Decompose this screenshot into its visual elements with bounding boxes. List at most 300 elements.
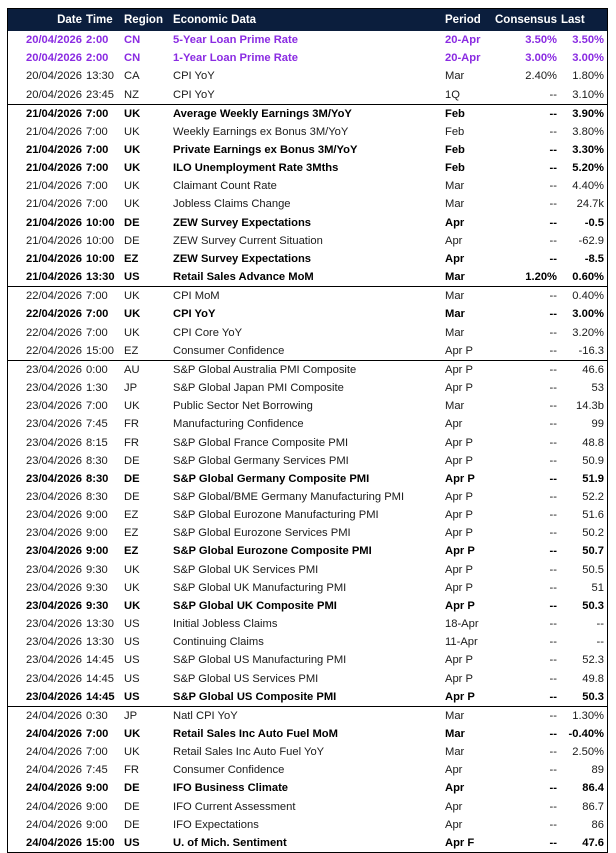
cell-date: 20/04/2026: [26, 88, 82, 101]
cell-time: 13:30: [86, 618, 114, 631]
cell-economic-data: Weekly Earnings ex Bonus 3M/YoY: [173, 125, 349, 138]
cell-period: Apr P: [445, 563, 473, 576]
cell-date: 22/04/2026: [26, 326, 82, 339]
cell-period: Apr P: [445, 654, 473, 667]
calendar-grid: [8, 9, 607, 852]
cell-economic-data: Retail Sales Inc Auto Fuel MoM: [173, 728, 338, 741]
cell-date: 23/04/2026: [26, 382, 82, 395]
table-row[interactable]: [8, 415, 607, 433]
cell-date: 21/04/2026: [26, 271, 82, 284]
cell-consensus: --: [549, 563, 557, 576]
cell-region: UK: [124, 746, 140, 759]
cell-date: 23/04/2026: [26, 490, 82, 503]
cell-last: 49.8: [582, 672, 604, 685]
table-body: [8, 31, 607, 852]
cell-last: 86.7: [582, 800, 604, 813]
cell-date: 21/04/2026: [26, 125, 82, 138]
cell-date: 24/04/2026: [26, 818, 82, 831]
cell-consensus: 2.40%: [525, 70, 557, 83]
table-row[interactable]: [8, 159, 607, 177]
cell-last: 52.3: [582, 654, 604, 667]
table-row[interactable]: [8, 287, 607, 306]
cell-economic-data: CPI Core YoY: [173, 326, 243, 339]
cell-time: 7:45: [86, 764, 108, 777]
table-row[interactable]: [8, 615, 607, 633]
header-economic-data[interactable]: Economic Data: [171, 9, 443, 31]
cell-time: 15:00: [86, 344, 114, 357]
table-row[interactable]: [8, 397, 607, 415]
cell-consensus: --: [549, 234, 557, 247]
cell-region: JP: [124, 382, 138, 395]
cell-region: UK: [122, 104, 171, 123]
table-row[interactable]: [8, 342, 607, 361]
cell-region: UK: [124, 198, 140, 211]
cell-last: --: [596, 636, 604, 649]
table-row[interactable]: [8, 470, 607, 488]
table-row[interactable]: [8, 49, 607, 67]
cell-economic-data: S&P Global Japan PMI Composite: [173, 382, 344, 395]
cell-last: 3.90%: [559, 104, 607, 123]
cell-region: UK: [124, 308, 141, 321]
cell-time: 9:30: [86, 563, 108, 576]
cell-economic-data: Private Earnings ex Bonus 3M/YoY: [173, 144, 358, 157]
cell-last: 0.60%: [572, 271, 604, 284]
table-row[interactable]: [8, 232, 607, 250]
cell-date: 21/04/2026: [26, 198, 82, 211]
cell-last: 3.00%: [572, 52, 604, 65]
cell-date: 23/04/2026: [26, 509, 82, 522]
cell-region: US: [124, 654, 140, 667]
cell-economic-data: S&P Global US Manufacturing PMI: [173, 654, 347, 667]
cell-region: UK: [124, 599, 141, 612]
table-row[interactable]: [8, 195, 607, 213]
cell-period: Apr P: [445, 545, 475, 558]
cell-region: US: [124, 618, 140, 631]
cell-economic-data: S&P Global Australia PMI Composite: [171, 360, 443, 379]
cell-period: Apr P: [445, 527, 473, 540]
table-row[interactable]: [8, 542, 607, 560]
cell-period: Apr P: [445, 599, 475, 612]
table-row[interactable]: [8, 633, 607, 651]
cell-consensus: --: [549, 764, 557, 777]
table-row[interactable]: [8, 488, 607, 506]
cell-time: 7:00: [86, 180, 108, 193]
cell-period: Mar: [445, 70, 465, 83]
cell-economic-data: U. of Mich. Sentiment: [173, 836, 287, 849]
cell-last: 4.40%: [572, 180, 604, 193]
cell-region: UK: [124, 581, 140, 594]
cell-period: Mar: [445, 746, 465, 759]
cell-time: 9:30: [86, 599, 109, 612]
table-row[interactable]: [8, 250, 607, 268]
cell-date: 24/04/2026: [26, 800, 82, 813]
cell-economic-data: S&P Global Germany Composite PMI: [173, 472, 370, 485]
table-row[interactable]: [8, 725, 607, 743]
cell-consensus: --: [549, 728, 557, 741]
cell-time: 7:00: [86, 400, 108, 413]
cell-economic-data: CPI YoY: [173, 88, 215, 101]
cell-date: 23/04/2026: [26, 400, 82, 413]
cell-time: 7:00: [86, 308, 109, 321]
cell-date: 23/04/2026: [8, 360, 84, 379]
cell-date: 21/04/2026: [26, 144, 82, 157]
cell-last: 1.80%: [572, 70, 604, 83]
cell-economic-data: Consumer Confidence: [173, 344, 285, 357]
cell-consensus: --: [549, 490, 557, 503]
table-row[interactable]: [8, 798, 607, 816]
table-row[interactable]: [8, 688, 607, 707]
cell-region: CN: [124, 52, 141, 65]
cell-date: 24/04/2026: [26, 764, 82, 777]
cell-period: Apr: [445, 818, 463, 831]
cell-consensus: --: [549, 545, 557, 558]
cell-region: US: [124, 271, 140, 284]
cell-last: 2.50%: [572, 746, 604, 759]
cell-last: -62.9: [578, 234, 604, 247]
cell-economic-data: 1-Year Loan Prime Rate: [173, 52, 298, 65]
cell-region: FR: [124, 436, 139, 449]
table-row[interactable]: [8, 651, 607, 669]
cell-last: 53: [591, 382, 604, 395]
cell-date: 21/04/2026: [26, 252, 82, 265]
cell-consensus: --: [549, 581, 557, 594]
cell-region: UK: [124, 326, 140, 339]
cell-last: 50.7: [582, 545, 604, 558]
cell-last: 52.2: [582, 490, 604, 503]
cell-date: 23/04/2026: [26, 636, 82, 649]
cell-period: 20-Apr: [445, 34, 481, 47]
cell-economic-data: S&P Global Eurozone Manufacturing PMI: [173, 509, 379, 522]
cell-region: EZ: [124, 545, 139, 558]
table-row[interactable]: [8, 433, 607, 451]
cell-region: FR: [124, 418, 139, 431]
cell-period: Mar: [443, 706, 487, 725]
cell-region: US: [124, 836, 140, 849]
cell-date: 23/04/2026: [26, 454, 82, 467]
cell-consensus: --: [549, 818, 557, 831]
cell-consensus: 3.00%: [525, 52, 557, 65]
cell-time: 1:30: [86, 382, 108, 395]
cell-economic-data: CPI YoY: [173, 308, 216, 321]
cell-economic-data: S&P Global UK Services PMI: [173, 563, 319, 576]
cell-region: CN: [124, 34, 141, 47]
cell-consensus: --: [549, 400, 557, 413]
cell-economic-data: Consumer Confidence: [173, 764, 285, 777]
cell-period: Apr: [445, 418, 463, 431]
cell-time: 13:30: [86, 271, 115, 284]
cell-last: 3.50%: [572, 34, 604, 47]
cell-date: 24/04/2026: [26, 728, 82, 741]
cell-consensus: --: [549, 436, 557, 449]
cell-period: Apr P: [445, 382, 473, 395]
cell-economic-data: Manufacturing Confidence: [173, 418, 304, 431]
cell-region: DE: [124, 472, 140, 485]
cell-last: 14.3b: [576, 400, 604, 413]
cell-economic-data: S&P Global Eurozone Services PMI: [173, 527, 351, 540]
table-row[interactable]: [8, 31, 607, 49]
cell-consensus: --: [487, 706, 559, 725]
cell-date: 24/04/2026: [8, 706, 84, 725]
cell-region: EZ: [124, 344, 139, 357]
cell-date: 23/04/2026: [26, 563, 82, 576]
cell-last: 5.20%: [572, 162, 604, 175]
table-row[interactable]: [8, 452, 607, 470]
cell-date: 22/04/2026: [26, 308, 82, 321]
cell-period: Feb: [445, 162, 465, 175]
cell-economic-data: S&P Global Eurozone Composite PMI: [173, 545, 372, 558]
table-row[interactable]: [8, 834, 607, 852]
header-region[interactable]: Region: [122, 9, 171, 31]
cell-period: Mar: [443, 287, 487, 306]
cell-period: Mar: [445, 326, 465, 339]
cell-region: US: [124, 690, 140, 703]
table-row[interactable]: [8, 524, 607, 542]
cell-consensus: --: [549, 509, 557, 522]
cell-date: 23/04/2026: [26, 418, 82, 431]
cell-economic-data: Retail Sales Inc Auto Fuel YoY: [173, 746, 325, 759]
cell-period: 18-Apr: [445, 618, 479, 631]
cell-period: Apr P: [443, 360, 487, 379]
cell-consensus: --: [549, 636, 557, 649]
cell-period: Apr: [445, 234, 463, 247]
cell-time: 0:30: [84, 706, 122, 725]
cell-period: Apr P: [445, 436, 473, 449]
cell-region: NZ: [124, 88, 139, 101]
cell-region: UK: [124, 162, 141, 175]
cell-last: 3.80%: [572, 125, 604, 138]
cell-region: FR: [124, 764, 139, 777]
cell-region: US: [124, 636, 140, 649]
cell-last: -0.5: [584, 216, 604, 229]
cell-region: EZ: [124, 527, 139, 540]
cell-time: 7:00: [84, 287, 122, 306]
cell-last: -8.5: [584, 252, 604, 265]
table-row[interactable]: [8, 123, 607, 141]
cell-period: 20-Apr: [445, 52, 481, 65]
cell-consensus: --: [549, 125, 557, 138]
cell-region: DE: [124, 234, 140, 247]
cell-date: 23/04/2026: [26, 436, 82, 449]
table-row[interactable]: [8, 779, 607, 797]
cell-period: Feb: [445, 144, 465, 157]
cell-period: Apr F: [445, 836, 475, 849]
cell-region: DE: [124, 818, 140, 831]
table-row[interactable]: [8, 761, 607, 779]
cell-economic-data: S&P Global France Composite PMI: [173, 436, 349, 449]
header-period[interactable]: Period: [443, 9, 487, 31]
cell-date: 24/04/2026: [26, 782, 82, 795]
table-row[interactable]: [8, 141, 607, 159]
cell-period: Apr: [445, 252, 465, 265]
cell-economic-data: ZEW Survey Expectations: [173, 216, 312, 229]
cell-consensus: --: [549, 144, 557, 157]
cell-consensus: 1.20%: [525, 271, 557, 284]
cell-time: 0:00: [84, 360, 122, 379]
table-row[interactable]: [8, 379, 607, 397]
cell-last: 89: [591, 764, 604, 777]
cell-economic-data: IFO Business Climate: [173, 782, 289, 795]
header-last[interactable]: Last: [559, 9, 607, 31]
cell-time: 7:00: [86, 162, 109, 175]
cell-economic-data: S&P Global US Services PMI: [173, 672, 319, 685]
cell-consensus: --: [549, 472, 557, 485]
table-row[interactable]: [8, 360, 607, 379]
cell-date: 20/04/2026: [26, 70, 82, 83]
cell-date: 21/04/2026: [26, 162, 82, 175]
cell-last: 50.9: [582, 454, 604, 467]
cell-time: 2:00: [86, 34, 109, 47]
cell-economic-data: S&P Global UK Composite PMI: [173, 599, 337, 612]
header-time[interactable]: Time: [84, 9, 122, 31]
cell-date: 21/04/2026: [26, 180, 82, 193]
cell-last: 51.9: [582, 472, 604, 485]
table-row[interactable]: [8, 706, 607, 725]
cell-last: 99: [591, 418, 604, 431]
cell-date: 24/04/2026: [26, 746, 82, 759]
cell-time: 14:45: [86, 672, 114, 685]
table-row[interactable]: [8, 104, 607, 123]
cell-consensus: --: [549, 800, 557, 813]
cell-consensus: --: [549, 836, 557, 849]
cell-region: DE: [124, 454, 140, 467]
cell-time: 7:00: [86, 125, 108, 138]
cell-consensus: --: [549, 782, 557, 795]
cell-economic-data: CPI YoY: [173, 70, 215, 83]
cell-date: 21/04/2026: [8, 104, 84, 123]
cell-consensus: --: [487, 360, 559, 379]
cell-period: Feb: [445, 125, 465, 138]
cell-last: 50.3: [582, 690, 604, 703]
table-row[interactable]: [8, 816, 607, 834]
cell-economic-data: Jobless Claims Change: [173, 198, 291, 211]
cell-time: 7:00: [86, 746, 108, 759]
table-row[interactable]: [8, 268, 607, 287]
cell-last: 86.4: [582, 782, 604, 795]
cell-time: 23:45: [86, 88, 114, 101]
cell-time: 9:00: [86, 509, 108, 522]
cell-period: Apr P: [445, 672, 473, 685]
table-row[interactable]: [8, 743, 607, 761]
cell-region: UK: [124, 728, 141, 741]
cell-time: 7:00: [86, 144, 109, 157]
cell-date: 23/04/2026: [26, 672, 82, 685]
table-row[interactable]: [8, 669, 607, 687]
table-row[interactable]: [8, 324, 607, 342]
cell-consensus: --: [549, 690, 557, 703]
cell-consensus: --: [487, 104, 559, 123]
cell-date: 23/04/2026: [26, 545, 82, 558]
cell-period: Mar: [445, 400, 465, 413]
cell-time: 7:45: [86, 418, 108, 431]
cell-time: 2:00: [86, 52, 109, 65]
cell-date: 23/04/2026: [26, 690, 82, 703]
cell-time: 8:15: [86, 436, 108, 449]
cell-period: Mar: [445, 198, 465, 211]
cell-date: 20/04/2026: [26, 34, 82, 47]
cell-date: 23/04/2026: [26, 599, 82, 612]
cell-time: 10:00: [86, 252, 115, 265]
table-header: [8, 9, 607, 31]
cell-time: 9:00: [86, 545, 109, 558]
cell-economic-data: Natl CPI YoY: [171, 706, 443, 725]
table-row[interactable]: [8, 305, 607, 323]
cell-region: DE: [124, 216, 140, 229]
cell-period: Apr: [445, 800, 463, 813]
header-row: [8, 9, 607, 31]
cell-time: 7:00: [84, 104, 122, 123]
cell-time: 14:45: [86, 690, 115, 703]
cell-last: -16.3: [578, 344, 604, 357]
cell-period: Apr P: [445, 344, 473, 357]
cell-time: 8:30: [86, 490, 108, 503]
cell-last: 51: [591, 581, 604, 594]
cell-last: 3.10%: [572, 88, 604, 101]
cell-last: 3.00%: [572, 308, 604, 321]
cell-last: --: [596, 618, 604, 631]
cell-economic-data: CPI MoM: [171, 287, 443, 306]
table-row[interactable]: [8, 561, 607, 579]
cell-period: Mar: [445, 271, 465, 284]
header-date[interactable]: Date: [8, 9, 84, 31]
cell-economic-data: S&P Global/BME Germany Manufacturing PMI: [173, 490, 405, 503]
cell-period: 1Q: [445, 88, 460, 101]
cell-economic-data: IFO Current Assessment: [173, 800, 296, 813]
cell-region: UK: [124, 563, 140, 576]
cell-last: 50.2: [582, 527, 604, 540]
table-row[interactable]: [8, 506, 607, 524]
cell-date: 22/04/2026: [8, 287, 84, 306]
cell-period: Feb: [443, 104, 487, 123]
cell-last: 1.30%: [559, 706, 607, 725]
cell-economic-data: ZEW Survey Current Situation: [173, 234, 323, 247]
table-row[interactable]: [8, 67, 607, 85]
cell-region: UK: [124, 400, 140, 413]
cell-region: DE: [124, 800, 140, 813]
cell-region: CA: [124, 70, 140, 83]
cell-date: 23/04/2026: [26, 654, 82, 667]
cell-last: 0.40%: [559, 287, 607, 306]
cell-period: Apr: [445, 782, 465, 795]
table-row[interactable]: [8, 579, 607, 597]
cell-economic-data: ZEW Survey Expectations: [173, 252, 312, 265]
cell-economic-data: ILO Unemployment Rate 3Mths: [173, 162, 339, 175]
cell-period: Apr P: [445, 690, 475, 703]
cell-date: 22/04/2026: [26, 344, 82, 357]
table-row[interactable]: [8, 597, 607, 615]
cell-last: 51.6: [582, 509, 604, 522]
cell-date: 23/04/2026: [26, 527, 82, 540]
cell-consensus: --: [549, 344, 557, 357]
cell-consensus: --: [549, 527, 557, 540]
cell-economic-data: Initial Jobless Claims: [173, 618, 278, 631]
cell-time: 9:00: [86, 527, 108, 540]
header-consensus[interactable]: Consensus: [487, 9, 559, 31]
table-row[interactable]: [8, 177, 607, 195]
table-row[interactable]: [8, 85, 607, 104]
cell-period: Mar: [445, 180, 465, 193]
cell-period: Mar: [445, 728, 465, 741]
cell-region: UK: [124, 125, 140, 138]
cell-time: 13:30: [86, 636, 114, 649]
cell-economic-data: 5-Year Loan Prime Rate: [173, 34, 298, 47]
cell-period: Apr P: [445, 490, 473, 503]
cell-consensus: --: [549, 654, 557, 667]
cell-last: 3.20%: [572, 326, 604, 339]
cell-economic-data: Public Sector Net Borrowing: [173, 400, 313, 413]
table-row[interactable]: [8, 214, 607, 232]
cell-region: EZ: [124, 252, 139, 265]
cell-consensus: --: [549, 88, 557, 101]
